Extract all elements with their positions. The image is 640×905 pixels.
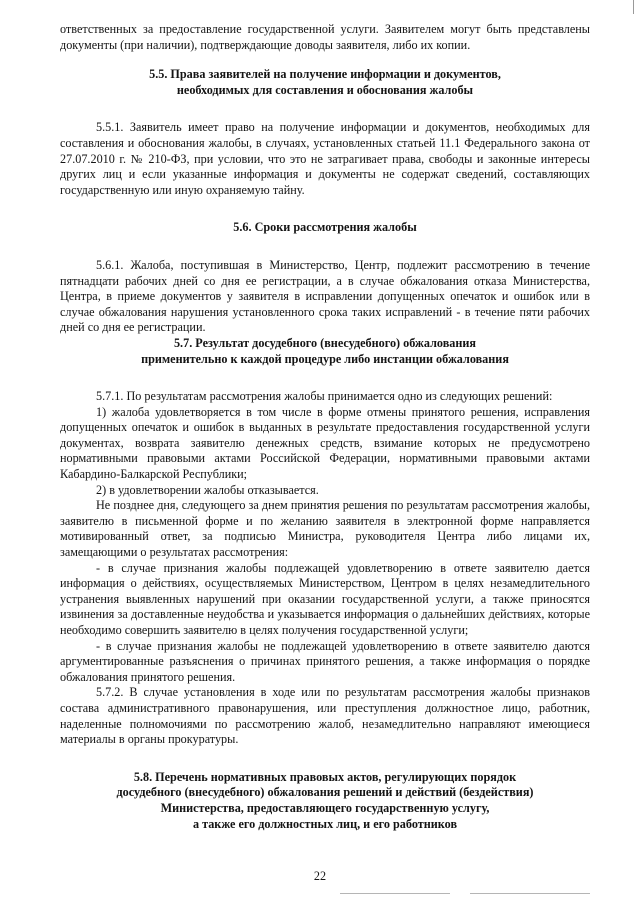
paragraph-complaint-rejected: - в случае признания жалобы не подлежащей удовлетворению в ответе заявителю даются аргументированные разъяснения о причинах принятого решения, а также информация о порядке обжалования принятого решения.	[60, 638, 590, 684]
paragraph-5-5-1: 5.5.1. Заявитель имеет право на получение информации и документов, необходимых для составления и обоснования жалобы, в случаях, установленных статьей 11.1 Федерального закона от 27.07.2010 г. № 210-ФЗ, при условии, что это не затрагивает права, свободы и законные интересы других лиц и если указанные информация и документы не содержат сведений, составляющих государственную или иную охраняемую тайну.	[60, 120, 590, 197]
section-5-5-title-line-2: необходимых для составления и обоснования жалобы	[176, 82, 474, 97]
section-5-7-title-line-2: применительно к каждой процедуре либо инстанции обжалования	[141, 351, 509, 366]
footer-rule-left	[340, 893, 450, 894]
scan-edge-mark	[633, 0, 634, 14]
paragraph-complaint-upheld: - в случае признания жалобы подлежащей удовлетворению в ответе заявителю дается информация о действиях, осуществляемых Министерством, Центром в целях незамедлительного устранения выявленных нарушений при оказании государственной услуги, а также приносятся извинения за доставленные неудобства и указывается информация о дальнейших действиях, которые необходимо совершить заявителю в целях получения государственной услуги;	[60, 560, 590, 637]
footer-rule-right	[470, 893, 590, 894]
section-5-8-title-line-3: Министерства, предоставляющего государственную услугу,	[160, 800, 490, 815]
section-5-7-title-line-1: 5.7. Результат досудебного (внесудебного) обжалования	[173, 335, 477, 350]
paragraph-5-7-1: 5.7.1. По результатам рассмотрения жалобы принимается одно из следующих решений:	[96, 389, 553, 404]
section-5-7	[60, 336, 590, 748]
paragraph-5-6-1: 5.6.1. Жалоба, поступившая в Министерство, Центр, подлежит рассмотрению в течение пятнадцати рабочих дней со дня ее регистрации, а в случае обжалования отказа Министерства, Центра, в приеме документов у заявителя в исправлении допущенных опечаток и ошибок или в случае обжалования нарушения установленного срока таких исправлений - в течение пяти рабочих дней со дня ее регистрации.	[60, 257, 590, 335]
intro-paragraph: ответственных за предоставление государственной услуги. Заявителем могут быть представлены документы (при наличии), подтверждающие доводы заявителя, либо их копии.	[60, 22, 590, 52]
section-5-6-title: 5.6. Сроки рассмотрения жалобы	[233, 220, 417, 235]
paragraph-decision-1: 1) жалоба удовлетворяется в том числе в форме отмены принятого решения, исправления допущенных опечаток и ошибок в выданных в результате предоставления государственной услуги документах, возврата заявителю денежных средств, взимание которых не предусмотрено нормативными правовыми актами Российской Федерации, нормативными правовыми актами Кабардино-Балкарской Республики;	[60, 404, 590, 482]
section-5-5-title-line-1: 5.5. Права заявителей на получение информации и документов,	[149, 67, 501, 82]
page-content	[60, 22, 590, 832]
page-number: 22	[313, 869, 327, 883]
section-5-8	[60, 770, 590, 832]
section-5-8-title-line-4: а также его должностных лиц, и его работников	[192, 816, 458, 831]
section-5-8-title-line-2: досудебного (внесудебного) обжалования решений и действий (бездействия)	[116, 785, 534, 800]
paragraph-5-7-2: 5.7.2. В случае установления в ходе или по результатам рассмотрения жалобы признаков состава административного правонарушения, или преступления должностное лицо, работник, наделенные полномочиями по рассмотрению жалоб, незамедлительно направляют имеющиеся материалы в органы прокуратуры.	[60, 685, 590, 747]
paragraph-response-deadline: Не позднее дня, следующего за днем принятия решения по результатам рассмотрения жалобы, заявителю в письменной форме и по желанию заявителя в электронной форме направляется мотивированный ответ, за подписью Министра, руководителя Центра либо лицами их, замещающими о результатах рассмотрения:	[60, 498, 590, 560]
paragraph-decision-2: 2) в удовлетворении жалобы отказывается.	[96, 482, 319, 497]
section-5-8-title-line-1: 5.8. Перечень нормативных правовых актов, регулирующих порядок	[133, 769, 517, 784]
section-5-5	[60, 67, 590, 198]
section-5-6	[60, 220, 590, 336]
